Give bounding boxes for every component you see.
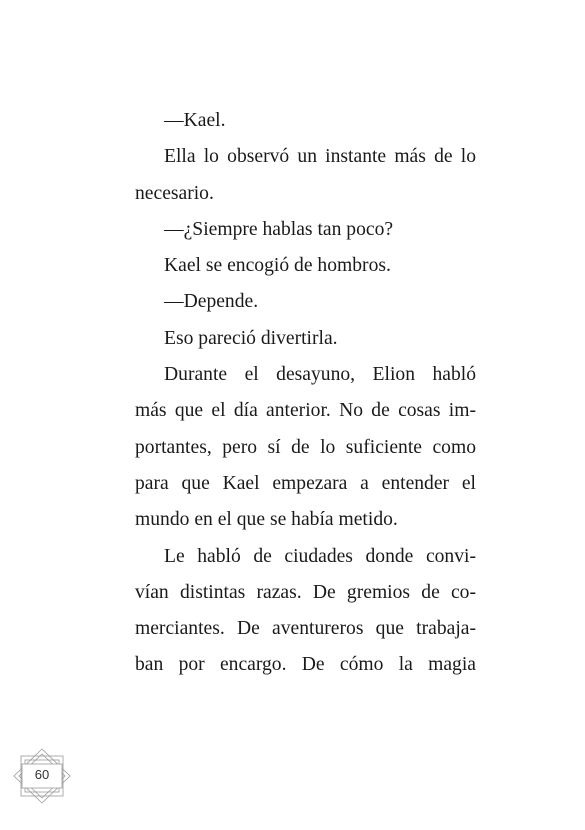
text-line: necesario. [135, 182, 214, 204]
text-line: Eso pareció divertirla. [164, 327, 338, 349]
text-line: ban por encargo. De cómo la magia [135, 654, 476, 676]
text-line: —Kael. [164, 110, 226, 131]
text-line: más que el día anterior. No de cosas im- [135, 400, 476, 422]
text-line: mundo en el que se había metido. [135, 509, 398, 531]
text-line: portantes, pero sí de lo suficiente como [135, 436, 476, 458]
text-line: Ella lo observó un instante más de lo [164, 146, 476, 168]
text-line: merciantes. De aventureros que trabaja- [135, 618, 476, 640]
text-line: —Depende. [164, 291, 259, 313]
text-line: vían distintas razas. De gremios de co- [135, 581, 476, 603]
text-line: para que Kael empezara a entender el [135, 472, 476, 494]
page-number: 60 [34, 767, 50, 782]
text-line: Durante el desayuno, Elion habló [164, 364, 476, 386]
text-line: Kael se encogió de hombros. [164, 255, 391, 277]
text-line: Le habló de ciudades donde convi- [164, 545, 476, 567]
text-line: —¿Siempre hablas tan poco? [164, 218, 394, 240]
page-body-text [135, 103, 476, 684]
